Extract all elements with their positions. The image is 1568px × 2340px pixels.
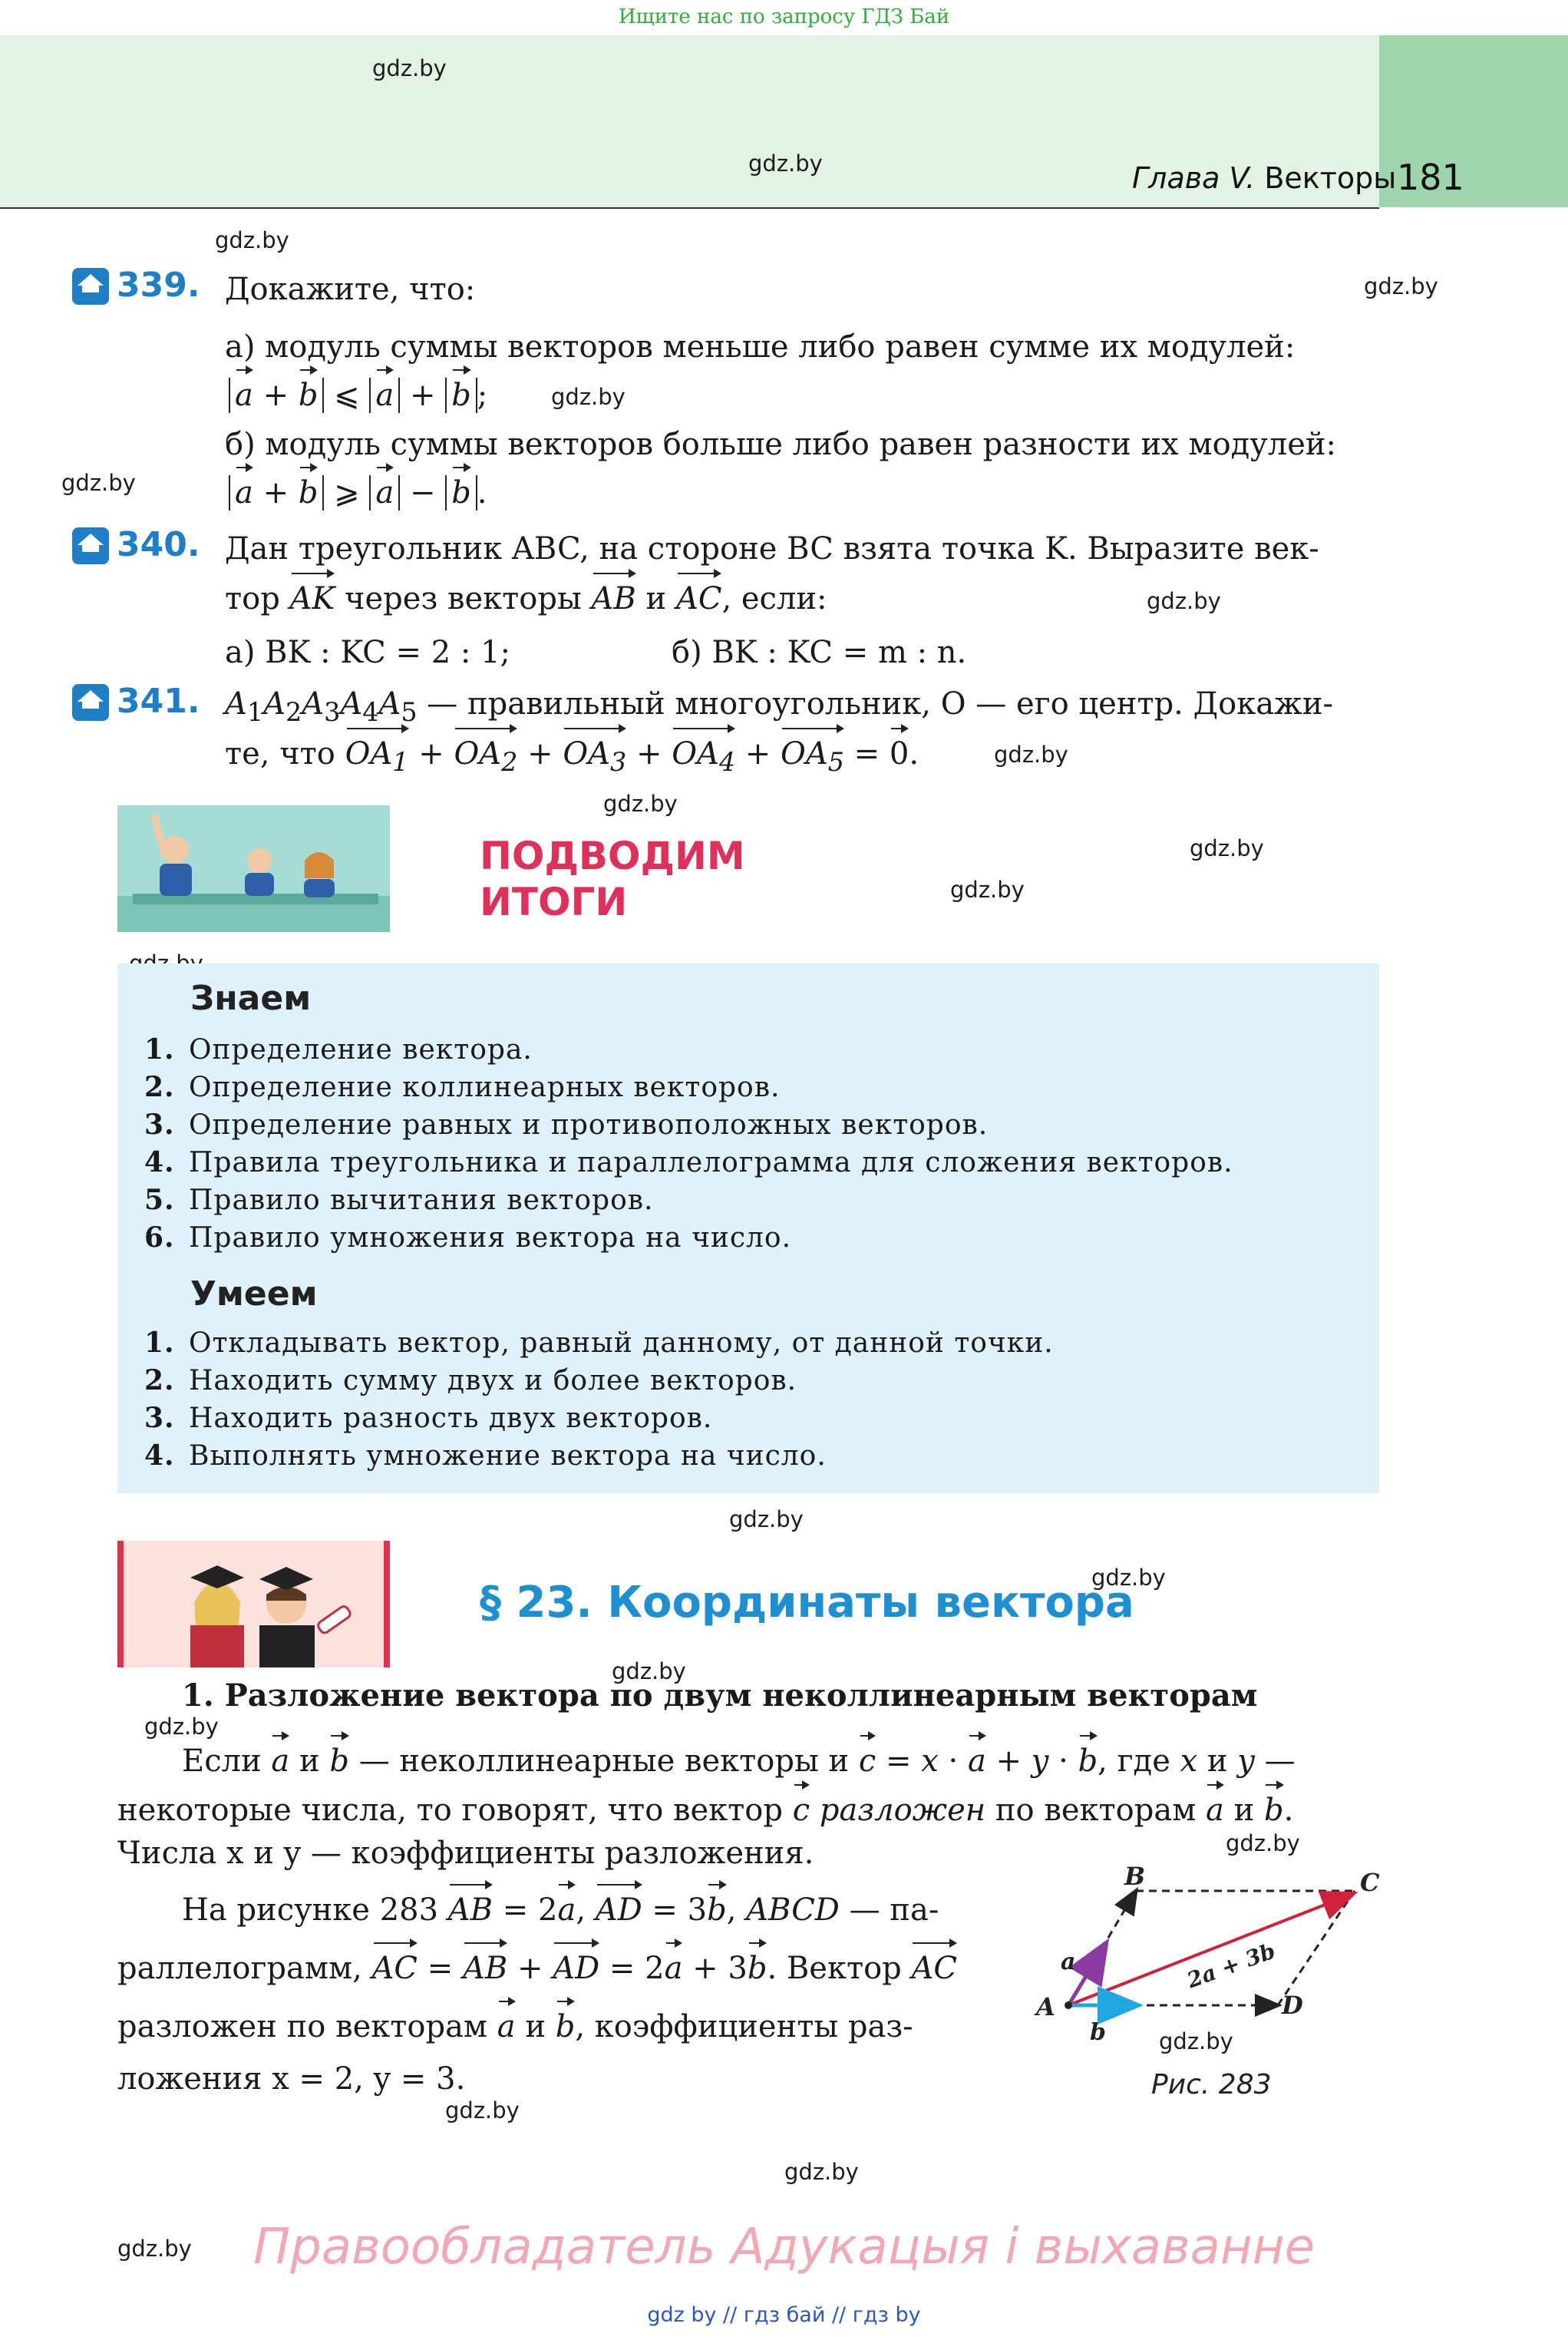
know-item: 6. Правило умножения вектора на число. — [144, 1221, 792, 1254]
parallelogram-figure — [1028, 1854, 1397, 2061]
can-item-text: Откладывать вектор, равный данному, от данной точки. — [189, 1327, 1054, 1359]
can-item: 3. Находить разность двух векторов. — [144, 1402, 713, 1434]
paragraph-2-line-2: раллелограмм, AC = AB + AD = 2a + 3b. Вектор AC — [117, 1944, 957, 1993]
label-vector-ac: 2a + 3b — [1183, 1938, 1279, 1994]
text: и — [1207, 1743, 1228, 1779]
problem-339-intro: Докажите, что: — [225, 272, 476, 307]
problem-340-line2: тор AK через векторы AB и AC, если: — [225, 574, 827, 623]
graduates-illustration — [117, 1541, 390, 1667]
paragraph-2-line-4: ложения x = 2, y = 3. — [117, 2061, 466, 2097]
figure-caption: Рис. 283 — [1151, 2069, 1272, 2100]
watermark: gdz.by — [215, 227, 289, 253]
problem-339-number: 339. — [117, 266, 200, 305]
problem-341-line1: $A_1A_2A_3A_4A_5$ — правильный многоугольник, O — его центр. Докажи- — [225, 686, 1334, 727]
watermark: gdz.by — [748, 150, 823, 177]
text: и — [299, 1743, 320, 1779]
text: На рисунке 283 — [182, 1892, 439, 1928]
text: Если — [182, 1743, 262, 1779]
paragraph-1-line-3: Числа x и y — коэффициенты разложения. — [117, 1836, 814, 1871]
text: по векторам — [995, 1793, 1197, 1828]
text: , где — [1098, 1743, 1170, 1779]
text: — — [1264, 1743, 1296, 1779]
footer-links[interactable]: gdz by // гдз бай // гдз by — [647, 2303, 921, 2327]
text: . Вектор — [767, 1951, 902, 1986]
know-item-text: Определение равных и противоположных векторов. — [189, 1109, 989, 1141]
label-a: A — [1036, 1992, 1055, 2021]
know-item: 3. Определение равных и противоположных векторов. — [144, 1109, 989, 1141]
can-item: 1. Откладывать вектор, равный данному, от данной точки. — [144, 1327, 1054, 1359]
text: — неколлинеарные векторы и — [358, 1743, 850, 1779]
watermark: gdz.by — [603, 791, 678, 817]
paragraph-1-line-1: Если a и b — неколлинеарные векторы и c = x · a + y · b, где x и y — — [182, 1737, 1296, 1786]
text: , коэффициенты раз- — [575, 2009, 913, 2044]
watermark: gdz.by — [372, 55, 447, 81]
text: раллелограмм, — [117, 1951, 362, 1986]
problem-339-a-formula: a + b ⩽ a + b ; — [229, 371, 487, 420]
watermark: gdz.by — [61, 470, 136, 496]
problem-339-a: а) модуль суммы векторов меньше либо равен сумме их модулей: — [225, 329, 1296, 365]
watermark: gdz.by — [1190, 835, 1264, 861]
can-item-text: Выполнять умножение вектора на число. — [189, 1440, 827, 1472]
know-item: 5. Правило вычитания векторов. — [144, 1184, 654, 1216]
problem-340-case-b: б) BK : KC = m : n. — [672, 635, 967, 670]
watermark: gdz.by — [1364, 273, 1438, 299]
watermark: gdz.by — [551, 384, 626, 410]
problem-340-case-a: а) BK : KC = 2 : 1; — [225, 635, 510, 670]
problem-339-b: б) модуль суммы векторов больше либо равен разности их модулей: — [225, 427, 1337, 462]
subsection-title: 1. Разложение вектора по двум неколлинеарным векторам — [182, 1677, 1258, 1714]
text: через векторы — [345, 581, 582, 616]
watermark: gdz.by — [994, 742, 1068, 768]
watermark: gdz.by — [729, 1506, 804, 1532]
point-a — [1065, 2001, 1072, 2009]
know-item: 4. Правила треугольника и параллелограмма для сложения векторов. — [144, 1146, 1233, 1178]
know-item-text: Правило вычитания векторов. — [189, 1185, 654, 1216]
vector-ac — [1068, 1894, 1352, 2005]
can-item-text: Находить разность двух векторов. — [189, 1403, 713, 1434]
top-banner: Ищите нас по запросу ГДЗ Бай — [618, 5, 950, 28]
label-c: C — [1360, 1868, 1380, 1897]
label-vector-a: a — [1061, 1948, 1076, 1975]
chapter-title — [1132, 161, 1396, 195]
text: , если: — [721, 581, 827, 616]
problem-341-line2: те, что $OA_1 + OA_2 + OA_3 + OA_4 + OA_5 = 0$. — [225, 729, 919, 787]
watermark: gdz.by — [144, 1714, 219, 1740]
paragraph-2-line-3: разложен по векторам a и b, коэффициенты раз- — [117, 2002, 913, 2051]
house-icon — [71, 267, 110, 306]
students-illustration — [117, 805, 390, 932]
problem-339-b-formula: a + b ⩾ a − b . — [229, 468, 487, 517]
text: разложен — [819, 1793, 986, 1828]
text: — па- — [849, 1892, 939, 1928]
can-item-text: Находить сумму двух и более векторов. — [189, 1365, 797, 1396]
chapter-name: Векторы — [1264, 161, 1397, 195]
know-item: 2. Определение коллинеарных векторов. — [144, 1071, 781, 1103]
house-icon — [71, 527, 110, 565]
text: тор — [225, 581, 280, 616]
problem-341-number: 341. — [117, 682, 200, 721]
label-b: B — [1124, 1862, 1146, 1891]
chapter-label: Глава V. — [1132, 161, 1256, 195]
watermark: gdz.by — [612, 1658, 686, 1684]
summary-title-line1: ПОДВОДИМ — [480, 834, 745, 878]
text: и — [525, 2009, 546, 2044]
can-heading: Умеем — [190, 1274, 318, 1314]
rights-holder-note: Правообладатель Адукацыя і выхаванне — [253, 2219, 1315, 2276]
summary-title-line2: ИТОГИ — [480, 880, 628, 924]
text: — правильный многоугольник, O — его центр. Докажи- — [427, 686, 1334, 722]
page-number: 181 — [1397, 157, 1464, 198]
paragraph-1-line-2: некоторые числа, то говорят, что вектор c разложен по векторам a и b. — [117, 1786, 1293, 1835]
watermark: gdz.by — [445, 2097, 520, 2124]
students-picture — [117, 805, 390, 932]
know-item-text: Правила треугольника и параллелограмма для сложения векторов. — [189, 1147, 1233, 1178]
text: и — [645, 581, 667, 616]
watermark: gdz.by — [950, 877, 1025, 903]
know-item-text: Определение коллинеарных векторов. — [189, 1072, 781, 1103]
paragraph-2-line-1: На рисунке 283 AB = 2a, AD = 3b, ABCD — па- — [182, 1886, 939, 1935]
know-item-text: Правило умножения вектора на число. — [189, 1222, 792, 1254]
text: разложен по векторам — [117, 2009, 488, 2044]
text: и — [1233, 1793, 1255, 1828]
text: некоторые числа, то говорят, что вектор — [117, 1793, 783, 1828]
watermark: gdz.by — [117, 2236, 192, 2262]
graduates-picture — [117, 1541, 390, 1667]
can-item: 2. Находить сумму двух и более векторов. — [144, 1364, 797, 1396]
know-item: 1. Определение вектора. — [144, 1033, 533, 1066]
problem-340-number: 340. — [117, 525, 200, 564]
watermark: gdz.by — [1091, 1565, 1166, 1591]
label-d: D — [1282, 1991, 1303, 2020]
watermark: gdz.by — [1147, 588, 1221, 614]
can-item: 4. Выполнять умножение вектора на число. — [144, 1439, 827, 1472]
know-item-text: Определение вектора. — [189, 1034, 533, 1066]
know-heading: Знаем — [190, 979, 312, 1018]
watermark: gdz.by — [784, 2159, 859, 2185]
watermark: gdz.by — [1159, 2028, 1233, 2054]
text: те, что — [225, 736, 335, 772]
watermark: gdz.by — [1226, 1830, 1300, 1856]
summary-title — [480, 833, 745, 925]
label-vector-b: b — [1090, 2019, 1106, 2046]
problem-340-line1: Дан треугольник ABC, на стороне BC взята точка K. Выразите век- — [225, 531, 1319, 567]
section-title: § 23. Координаты вектора — [480, 1578, 1134, 1628]
house-icon — [71, 683, 110, 722]
